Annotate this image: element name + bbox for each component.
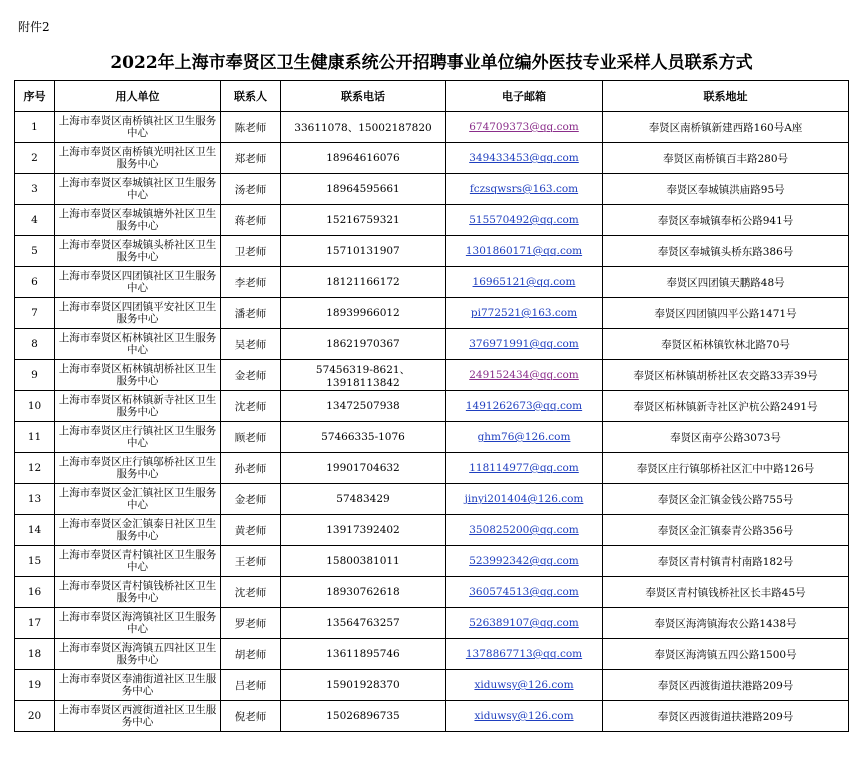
- email-link[interactable]: 1301860171@qq.com: [465, 245, 583, 257]
- row-address-cell: 奉贤区金汇镇金钱公路755号: [603, 484, 849, 515]
- row-no-cell: 16: [15, 577, 55, 608]
- row-email-cell: [446, 267, 603, 298]
- table-row: [15, 484, 849, 515]
- row-email-cell: [446, 174, 603, 205]
- row-address-cell: 奉贤区海湾镇五四公路1500号: [603, 639, 849, 670]
- row-email-cell: [446, 484, 603, 515]
- row-contact-cell: 蒋老师: [221, 205, 281, 236]
- row-address-cell: 奉贤区南亭公路3073号: [603, 422, 849, 453]
- row-phone-cell: 15026896735: [281, 701, 446, 732]
- row-email-cell: [446, 298, 603, 329]
- row-phone-cell: 57456319-8621、13918113842: [281, 360, 446, 391]
- row-phone-cell: 19901704632: [281, 453, 446, 484]
- row-no-cell: 8: [15, 329, 55, 360]
- row-no-cell: 6: [15, 267, 55, 298]
- header-no: 序号: [15, 81, 55, 112]
- row-no-cell: 19: [15, 670, 55, 701]
- row-phone-cell: 13472507938: [281, 391, 446, 422]
- attachment-label: 附件2: [18, 20, 50, 34]
- row-phone-cell: 18964595661: [281, 174, 446, 205]
- row-unit-cell: 上海市奉贤区奉浦街道社区卫生服务中心: [55, 670, 221, 701]
- table-row: [15, 205, 849, 236]
- email-link[interactable]: 16965121@qq.com: [472, 276, 576, 288]
- row-contact-cell: 王老师: [221, 546, 281, 577]
- header-unit: 用人单位: [55, 81, 221, 112]
- row-contact-cell: 胡老师: [221, 639, 281, 670]
- email-link[interactable]: pi772521@163.com: [470, 307, 578, 319]
- row-unit-cell: 上海市奉贤区青村镇钱桥社区卫生服务中心: [55, 577, 221, 608]
- row-address-cell: 奉贤区西渡街道扶港路209号: [603, 670, 849, 701]
- row-contact-cell: 沈老师: [221, 391, 281, 422]
- email-link[interactable]: 1378867713@qq.com: [465, 648, 583, 660]
- email-link[interactable]: 515570492@qq.com: [469, 214, 579, 226]
- row-no-cell: 2: [15, 143, 55, 174]
- row-address-cell: 奉贤区西渡街道扶港路209号: [603, 701, 849, 732]
- row-email-cell: [446, 670, 603, 701]
- email-link[interactable]: 523992342@qq.com: [469, 555, 579, 567]
- row-address-cell: 奉贤区青村镇钱桥社区长丰路45号: [603, 577, 849, 608]
- row-unit-cell: 上海市奉贤区青村镇社区卫生服务中心: [55, 546, 221, 577]
- table-row: [15, 143, 849, 174]
- table-row: [15, 701, 849, 732]
- table-header-row: [15, 81, 849, 112]
- row-contact-cell: 沈老师: [221, 577, 281, 608]
- row-email-cell: [446, 577, 603, 608]
- row-contact-cell: 郑老师: [221, 143, 281, 174]
- email-link[interactable]: fczsqwsrs@163.com: [469, 183, 579, 195]
- row-phone-cell: 15710131907: [281, 236, 446, 267]
- table-row: [15, 391, 849, 422]
- row-address-cell: 奉贤区奉城镇头桥东路386号: [603, 236, 849, 267]
- row-phone-cell: 15800381011: [281, 546, 446, 577]
- row-phone-cell: 33611078、15002187820: [281, 112, 446, 143]
- contacts-table: [14, 80, 849, 732]
- table-row: [15, 360, 849, 391]
- row-email-cell: [446, 453, 603, 484]
- row-contact-cell: 吕老师: [221, 670, 281, 701]
- row-no-cell: 13: [15, 484, 55, 515]
- email-link[interactable]: jinyi201404@126.com: [464, 493, 584, 505]
- row-phone-cell: 15901928370: [281, 670, 446, 701]
- row-address-cell: 奉贤区柘林镇钦林北路70号: [603, 329, 849, 360]
- table-row: [15, 174, 849, 205]
- header-phone: 联系电话: [281, 81, 446, 112]
- row-email-cell: [446, 515, 603, 546]
- table-row: [15, 670, 849, 701]
- row-unit-cell: 上海市奉贤区海湾镇五四社区卫生服务中心: [55, 639, 221, 670]
- row-contact-cell: 卫老师: [221, 236, 281, 267]
- table-row: [15, 329, 849, 360]
- row-unit-cell: 上海市奉贤区南桥镇光明社区卫生服务中心: [55, 143, 221, 174]
- row-no-cell: 11: [15, 422, 55, 453]
- row-unit-cell: 上海市奉贤区金汇镇社区卫生服务中心: [55, 484, 221, 515]
- header-contact: 联系人: [221, 81, 281, 112]
- table-row: [15, 515, 849, 546]
- row-no-cell: 1: [15, 112, 55, 143]
- row-unit-cell: 上海市奉贤区柘林镇社区卫生服务中心: [55, 329, 221, 360]
- row-contact-cell: 金老师: [221, 360, 281, 391]
- row-address-cell: 奉贤区四团镇天鹏路48号: [603, 267, 849, 298]
- row-unit-cell: 上海市奉贤区柘林镇胡桥社区卫生服务中心: [55, 360, 221, 391]
- email-link[interactable]: 674709373@qq.com: [469, 121, 579, 133]
- row-no-cell: 18: [15, 639, 55, 670]
- row-contact-cell: 孙老师: [221, 453, 281, 484]
- row-email-cell: [446, 143, 603, 174]
- row-phone-cell: 13917392402: [281, 515, 446, 546]
- row-email-cell: [446, 329, 603, 360]
- row-unit-cell: 上海市奉贤区庄行镇社区卫生服务中心: [55, 422, 221, 453]
- row-unit-cell: 上海市奉贤区柘林镇新寺社区卫生服务中心: [55, 391, 221, 422]
- row-unit-cell: 上海市奉贤区西渡街道社区卫生服务中心: [55, 701, 221, 732]
- row-unit-cell: 上海市奉贤区南桥镇社区卫生服务中心: [55, 112, 221, 143]
- row-no-cell: 14: [15, 515, 55, 546]
- row-unit-cell: 上海市奉贤区庄行镇邬桥社区卫生服务中心: [55, 453, 221, 484]
- row-address-cell: 奉贤区奉城镇奉柘公路941号: [603, 205, 849, 236]
- row-address-cell: 奉贤区南桥镇新建西路160号A座: [603, 112, 849, 143]
- table-row: [15, 546, 849, 577]
- table-row: [15, 112, 849, 143]
- row-phone-cell: 57483429: [281, 484, 446, 515]
- row-contact-cell: 汤老师: [221, 174, 281, 205]
- email-link[interactable]: 376971991@qq.com: [469, 338, 579, 350]
- row-email-cell: [446, 205, 603, 236]
- row-contact-cell: 金老师: [221, 484, 281, 515]
- email-link[interactable]: xiduwsy@126.com: [474, 679, 574, 691]
- row-no-cell: 17: [15, 608, 55, 639]
- row-email-cell: [446, 236, 603, 267]
- table-row: [15, 577, 849, 608]
- row-email-cell: [446, 391, 603, 422]
- row-address-cell: 奉贤区青村镇青村南路182号: [603, 546, 849, 577]
- row-address-cell: 奉贤区柘林镇胡桥社区农交路33弄39号: [603, 360, 849, 391]
- header-email: 电子邮箱: [446, 81, 603, 112]
- row-no-cell: 7: [15, 298, 55, 329]
- row-no-cell: 9: [15, 360, 55, 391]
- row-no-cell: 20: [15, 701, 55, 732]
- document-title: 2022年上海市奉贤区卫生健康系统公开招聘事业单位编外医技专业采样人员联系方式: [110, 53, 753, 73]
- row-phone-cell: 13611895746: [281, 639, 446, 670]
- row-email-cell: [446, 608, 603, 639]
- row-phone-cell: 15216759321: [281, 205, 446, 236]
- email-link[interactable]: 118114977@qq.com: [469, 462, 579, 474]
- table-row: [15, 298, 849, 329]
- email-link[interactable]: 526389107@qq.com: [469, 617, 579, 629]
- row-contact-cell: 潘老师: [221, 298, 281, 329]
- row-phone-cell: 57466335-1076: [281, 422, 446, 453]
- row-phone-cell: 18621970367: [281, 329, 446, 360]
- row-phone-cell: 18121166172: [281, 267, 446, 298]
- table-row: [15, 639, 849, 670]
- row-phone-cell: 13564763257: [281, 608, 446, 639]
- row-address-cell: 奉贤区庄行镇邬桥社区汇中中路126号: [603, 453, 849, 484]
- row-contact-cell: 吴老师: [221, 329, 281, 360]
- row-address-cell: 奉贤区柘林镇新寺社区沪杭公路2491号: [603, 391, 849, 422]
- row-unit-cell: 上海市奉贤区奉城镇塘外社区卫生服务中心: [55, 205, 221, 236]
- row-address-cell: 奉贤区金汇镇泰青公路356号: [603, 515, 849, 546]
- row-email-cell: [446, 639, 603, 670]
- table-row: [15, 422, 849, 453]
- row-email-cell: [446, 360, 603, 391]
- table-row: [15, 608, 849, 639]
- row-no-cell: 3: [15, 174, 55, 205]
- table-row: [15, 236, 849, 267]
- row-unit-cell: 上海市奉贤区四团镇平安社区卫生服务中心: [55, 298, 221, 329]
- email-link[interactable]: xiduwsy@126.com: [474, 710, 574, 722]
- header-address: 联系地址: [603, 81, 849, 112]
- row-no-cell: 5: [15, 236, 55, 267]
- row-phone-cell: 18930762618: [281, 577, 446, 608]
- email-link[interactable]: 350825200@qq.com: [469, 524, 579, 536]
- email-link[interactable]: ghm76@126.com: [477, 431, 571, 443]
- row-email-cell: [446, 112, 603, 143]
- row-no-cell: 15: [15, 546, 55, 577]
- row-contact-cell: 顾老师: [221, 422, 281, 453]
- email-link[interactable]: 360574513@qq.com: [469, 586, 579, 598]
- row-contact-cell: 倪老师: [221, 701, 281, 732]
- row-no-cell: 12: [15, 453, 55, 484]
- row-contact-cell: 陈老师: [221, 112, 281, 143]
- row-email-cell: [446, 422, 603, 453]
- email-link[interactable]: 1491262673@qq.com: [465, 400, 583, 412]
- row-unit-cell: 上海市奉贤区奉城镇头桥社区卫生服务中心: [55, 236, 221, 267]
- row-address-cell: 奉贤区四团镇四平公路1471号: [603, 298, 849, 329]
- row-address-cell: 奉贤区奉城镇洪庙路95号: [603, 174, 849, 205]
- row-contact-cell: 李老师: [221, 267, 281, 298]
- row-unit-cell: 上海市奉贤区海湾镇社区卫生服务中心: [55, 608, 221, 639]
- row-contact-cell: 罗老师: [221, 608, 281, 639]
- table-row: [15, 267, 849, 298]
- row-unit-cell: 上海市奉贤区奉城镇社区卫生服务中心: [55, 174, 221, 205]
- email-link[interactable]: 349433453@qq.com: [469, 152, 579, 164]
- row-unit-cell: 上海市奉贤区金汇镇泰日社区卫生服务中心: [55, 515, 221, 546]
- row-address-cell: 奉贤区海湾镇海农公路1438号: [603, 608, 849, 639]
- row-email-cell: [446, 701, 603, 732]
- table-row: [15, 453, 849, 484]
- row-contact-cell: 黄老师: [221, 515, 281, 546]
- row-email-cell: [446, 546, 603, 577]
- row-phone-cell: 18964616076: [281, 143, 446, 174]
- row-phone-cell: 18939966012: [281, 298, 446, 329]
- row-no-cell: 10: [15, 391, 55, 422]
- row-address-cell: 奉贤区南桥镇百丰路280号: [603, 143, 849, 174]
- row-unit-cell: 上海市奉贤区四团镇社区卫生服务中心: [55, 267, 221, 298]
- email-link[interactable]: 249152434@qq.com: [469, 369, 579, 381]
- row-no-cell: 4: [15, 205, 55, 236]
